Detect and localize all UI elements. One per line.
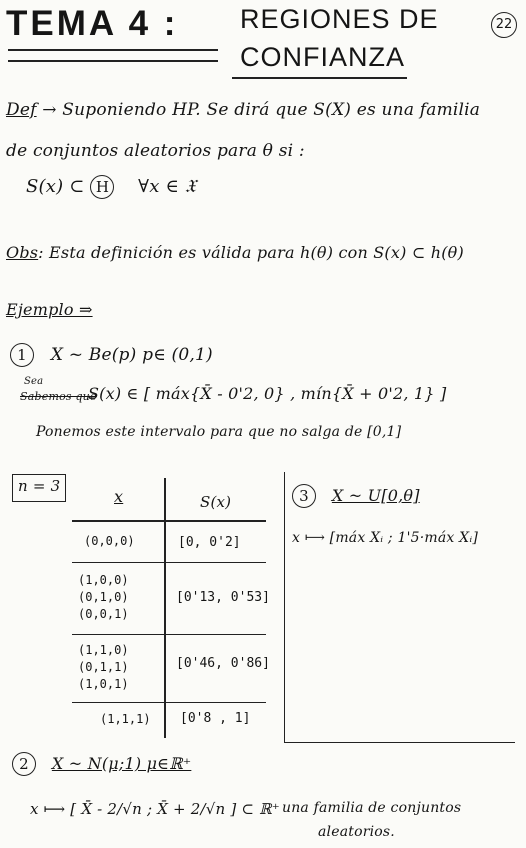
table-row-1-s: [0, 0'2] (178, 535, 241, 550)
title-underline-2 (8, 60, 218, 62)
table-vertical-divider (164, 478, 166, 738)
table-cell: (0,0,1) (78, 607, 129, 621)
table-row-divider-3 (72, 702, 266, 703)
example-item1 (10, 343, 213, 367)
table-row-2-x (78, 572, 129, 623)
definition-block (6, 100, 480, 120)
definition-label: Def (6, 100, 37, 120)
definition-text-line1: Suponiendo HP. Se dirá que S(X) es una familia (62, 100, 481, 120)
item3-number: 3 (292, 484, 316, 508)
table-row-1-x (84, 533, 135, 550)
observation-block (6, 243, 464, 262)
example-item2 (12, 752, 191, 776)
table-cell: (0,0,0) (84, 534, 135, 548)
n-label: n = 3 (18, 477, 61, 495)
table-row-3-s: [0'46, 0'86] (176, 656, 270, 671)
item2-number: 2 (12, 752, 36, 776)
table-row-divider-2 (72, 634, 266, 635)
title-underline-1 (8, 49, 218, 51)
table-header-divider (72, 520, 266, 522)
table-cell: (0,1,0) (78, 590, 129, 604)
table-row-divider-1 (72, 562, 266, 563)
table-cell: (1,1,1) (100, 712, 151, 726)
observation-text: : Esta definición es válida para h(θ) con S(x) ⊂ h(θ) (38, 243, 464, 262)
item1-formula: S(x) ∈ [ máx{X̄ - 0'2, 0} , mín{X̄ + 0'2, 1} ] (88, 384, 447, 403)
observation-label: Obs (6, 243, 39, 262)
table-col1-header: x (114, 487, 124, 506)
item1-number: 1 (10, 343, 34, 367)
definition-text-line2: de conjuntos aleatorios para θ si : (6, 141, 305, 161)
title-right-underline (232, 77, 407, 79)
item3-box (284, 472, 515, 743)
title-right-line2: CONFIANZA (240, 42, 406, 72)
table-cell: (1,0,1) (78, 677, 129, 691)
item3-formula: x ⟼ [máx Xᵢ ; 1'5·máx Xᵢ] (292, 530, 479, 546)
item1-text: X ~ Be(p) p∈ (0,1) (50, 345, 213, 365)
item2-comment-line1: una familia de conjuntos (282, 800, 462, 816)
formula-circled-h: H (90, 175, 114, 199)
example-item3 (292, 484, 420, 508)
table-col2-header: S(x) (200, 493, 232, 511)
table-row-2-s: [0'13, 0'53] (176, 590, 270, 605)
item1-note2: Sabemos que (20, 390, 97, 403)
page-number: 22 (491, 12, 517, 38)
formula-left: S(x) ⊂ (26, 176, 85, 197)
item2-text: X ~ N(μ;1) μ∈ℝ⁺ (51, 754, 192, 773)
item2-formula: x ⟼ [ X̄ - 2/√n ; X̄ + 2/√n ] ⊂ ℝ⁺ (30, 800, 280, 818)
definition-formula (26, 175, 196, 199)
definition-arrow: → (42, 100, 57, 120)
table-row-4-x (100, 711, 151, 728)
title-left: TEMA 4 : (6, 4, 179, 43)
item1-comment: Ponemos este intervalo para que no salga de [0,1] (36, 424, 402, 440)
item3-text: X ~ U[0,θ] (331, 486, 420, 505)
item1-note: Sea (24, 376, 44, 387)
example-label: Ejemplo ⇒ (6, 300, 93, 319)
table-cell: (0,1,1) (78, 660, 129, 674)
table-cell: (1,0,0) (78, 573, 129, 587)
formula-right: ∀x ∈ 𝔛 (138, 176, 197, 197)
item2-comment-line2: aleatorios. (318, 824, 395, 840)
title-right-line1: REGIONES DE (240, 4, 439, 34)
table-row-4-s: [0'8 , 1] (180, 711, 251, 726)
table-cell: (1,1,0) (78, 643, 129, 657)
table-row-3-x (78, 642, 129, 693)
